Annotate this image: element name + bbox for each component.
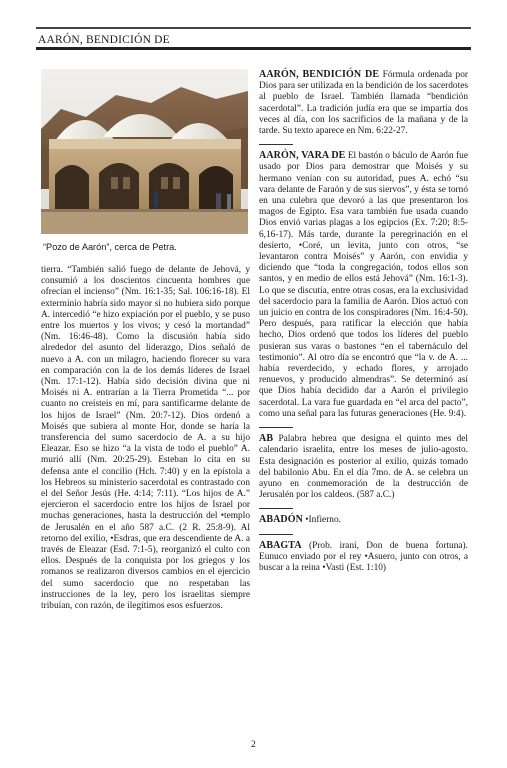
- entry-aaron-vara: [259, 150, 468, 420]
- entry-text: Fórmula ordenada por Dios para ser utilizada en la bendición de los sacerdotes al pueblo de Israel. También llamada “bendición sacerdotal”. La tradición judía era que se impartía dos veces al día, con los sacrificios de la mañana y de la tarde. Su texto aparece en Nm. 6:22-27.: [259, 70, 469, 137]
- continued-entry-text: tierra. “También salió fuego de delante de Jehová, y consumió a los doscientos cincuenta hombres que ofrecían el incienso” (Nm. 16:1-35; Sal. 106:16-18). El exterminio habría sido mayor si no hubiera sido porque A. intercedió “e hizo expiación por el pueblo, y se puso entre los muertos y los vivos; y cesó la mortandad” (Nm. 16:46-48). Como la discusión había sido alrededor del asunto del liderazgo, Dios señaló de nuevo a A. con un milagro, haciendo florecer su vara en comparación con la de los demás líderes de Israel (Nm. 17:1-12). Había sido decisión divina que ni Moisés ni A. entrarían a la Tierra Prometida “... por cuanto no creísteis en mí, para santificarme delante de los hijos de Israel” (Nm. 20:7-12). Dios ordenó a Moisés que subiera al monte Hor, donde se haría la transferencia del sumo sacerdocio de A. a su hijo Eleazar. Eso se hizo “a la vista de todo el pueblo” A. murió allí (Nm. 20:25-29). Esteban lo cita en su defensa ante el concilio (Hch. 7:40) y en la epístola a los Hebreos su ministerio sacerdotal es contrastado con el del Señor Jesús (He. 4:14; 7:11). “Los hijos de A.” ejercieron el sacerdocio entre los hijos de Israel por muchas generaciones, hasta la destrucción del •templo de Jerusalén en el año 587 a.C. (2 R. 25:8-9). Al retorno del exilio, •Esdras, que era descendiente de A. a través de Eleazar (Esd. 7:1-5), reorganizó el culto con ellos. Después de la conquista por los griegos y los romanos se realizaron diversos cambios en el ejercicio del sumo sacerdocio que no respetaban las instrucciones de la ley, pero los israelitas siempre tribuían, con razón, de ilegítimos esos esfuerzos.: [41, 265, 250, 612]
- entry-text: •Infierno.: [305, 515, 341, 526]
- entry-separator: [259, 508, 293, 509]
- header-rule: [36, 47, 471, 50]
- pozo-de-aaron-photo: [41, 69, 248, 234]
- top-rule: [36, 27, 471, 29]
- entry-aaron-bendicion: [259, 69, 468, 137]
- entry-ab: [259, 433, 468, 501]
- running-header: AARÓN, BENDICIÓN DE: [38, 34, 170, 46]
- entry-text: Palabra hebrea que designa el quinto mes del calendario israelita, entre los meses de julio-agosto. Esta designación es posterior al exilio, quizás tomado del babilonio Abu. En el día 7mo. de A. se celebra un ayuno en conmemoración de la destrucción de Jerusalén por los caldeos. (587 a.C.): [259, 434, 468, 501]
- entry-headword: AARÓN, BENDICIÓN DE: [259, 69, 380, 80]
- right-column: [259, 69, 468, 574]
- entry-separator: [259, 534, 293, 535]
- entry-abagta: [259, 540, 468, 575]
- entry-separator: [259, 144, 293, 145]
- photo-illustration: [41, 69, 248, 234]
- left-column: [41, 265, 250, 612]
- photo-caption: “Pozo de Aarón”, cerca de Petra.: [43, 242, 177, 252]
- entry-headword: AARÓN, VARA DE: [259, 150, 346, 162]
- entry-headword: AB: [259, 433, 274, 445]
- entry-headword: ABAGTA: [259, 539, 302, 551]
- entry-text: (Prob. iraní, Don de buena fortuna). Eunuco enviado por el rey •Asuero, junto con otros, a buscar a la reina •Vasti (Est. 1:10): [259, 540, 468, 573]
- entry-separator: [259, 427, 293, 428]
- entry-abadon: [259, 514, 468, 526]
- entry-headword: ABADÓN: [259, 514, 303, 526]
- page-number: 2: [251, 740, 256, 750]
- entry-text: El bastón o báculo de Aarón fue usado por Dios para demostrar que Moisés y su hermano venían con su autoridad, pues A. echó “su vara delante de Faraón y de sus siervos”, y ésta se tornó en una culebra que devoró a las que presentaron los magos de Egipto. Esa vara también fue usada cuando Dios envió varias plagas a los egipcios (Ex. 7:20; 8:5-6,16-17). Más tarde, durante la peregrinación en el desierto, •Coré, un levita, junto con otros, “se levantaron contra Moisés” y Aarón, con envidia y diciendo que “toda la congregación, todos ellos son santos, y en medio de ellos está Jehová” (Nm. 16:1-3). Lo que se discutía, entre otras cosas, era la exclusividad del sacerdocio para la familia de Aarón. Dios actuó con un juicio en contra de los conspiradores (Nm. 16:4-50). Pero después, para ratificar la elección que había hecho, Dios ordenó que todos los líderes del pueblo pusieran sus varas o bastones “en el tabernáculo del testimonio”. Al otro día se encontró que “la v. de A. ... había reverdecido, y echado flores, y arrojado renuevos, y producido almendras”. Se determinó así que Dios había decidido dar a Aarón el privilegio sacerdotal. La vara fue guardada en “el arca del pacto”, como una señal para las futuras generaciones (He. 9:4).: [259, 151, 468, 419]
